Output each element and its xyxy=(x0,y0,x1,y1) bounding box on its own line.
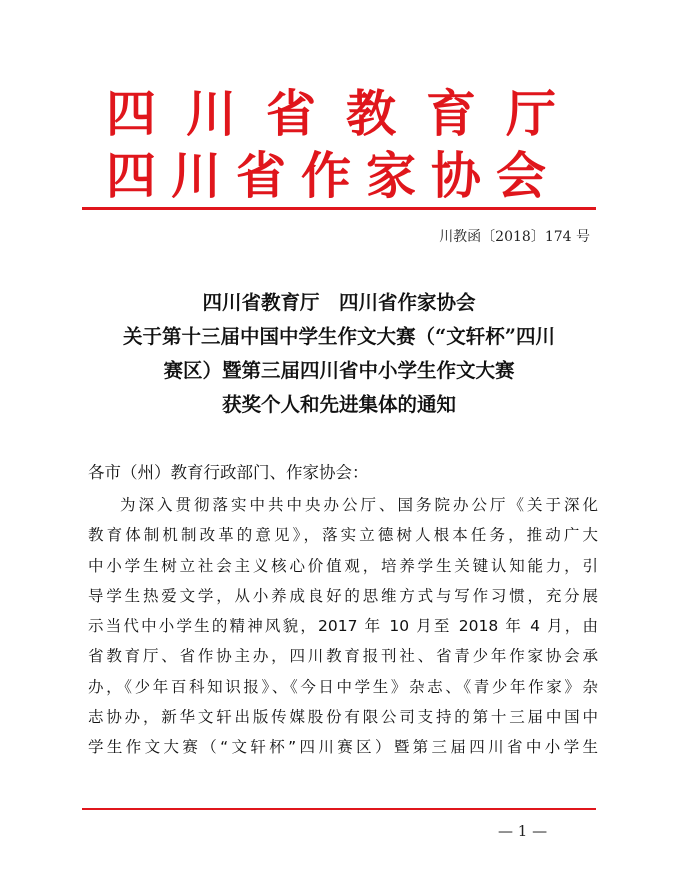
document-number: 川教函〔2018〕174 号 xyxy=(439,229,590,245)
issuer-header-line-2: 四川省作家协会 xyxy=(106,146,561,205)
body-line: 教育体制机制改革的意见》，落实立德树人根本任务，推动广大 xyxy=(88,526,598,545)
title-line: 关于第十三届中国中学生作文大赛（“文轩杯”四川 xyxy=(123,325,555,348)
title-line: 四川省教育厅 四川省作家协会 xyxy=(202,291,476,314)
body-line: 省教育厅、省作协主办，四川教育报刊社、省青少年作家协会承 xyxy=(88,647,598,666)
issuer-header-line-1: 四川省教育厅 xyxy=(106,84,586,143)
salutation: 各市（州）教育行政部门、作家协会： xyxy=(88,463,369,482)
body-line: 办，《少年百科知识报》、《今日中学生》杂志、《青少年作家》杂 xyxy=(88,677,598,696)
page-number: — 1 — xyxy=(498,822,548,840)
title-line: 获奖个人和先进集体的通知 xyxy=(221,393,456,416)
title-line: 赛区）暨第三届四川省中小学生作文大赛 xyxy=(163,359,515,382)
body-line: 中小学生树立社会主义核心价值观，培养学生关键认知能力，引 xyxy=(88,556,598,575)
body-line: 导学生热爱文学，从小养成良好的思维方式与写作习惯，充分展 xyxy=(88,586,598,605)
document-title xyxy=(82,286,596,422)
body-line: 志协办，新华文轩出版传媒股份有限公司支持的第十三届中国中 xyxy=(88,708,598,727)
red-divider-bottom xyxy=(82,808,596,810)
body-line: 学生作文大赛（“文轩杯”四川赛区）暨第三届四川省中小学生 xyxy=(88,738,598,757)
red-divider-top xyxy=(82,207,596,210)
body-line: 示当代中小学生的精神风貌，2017 年 10 月至 2018 年 4 月，由 xyxy=(88,617,598,636)
body-line: 为深入贯彻落实中共中央办公厅、国务院办公厅《关于深化 xyxy=(120,496,598,514)
body-paragraph xyxy=(88,490,598,763)
